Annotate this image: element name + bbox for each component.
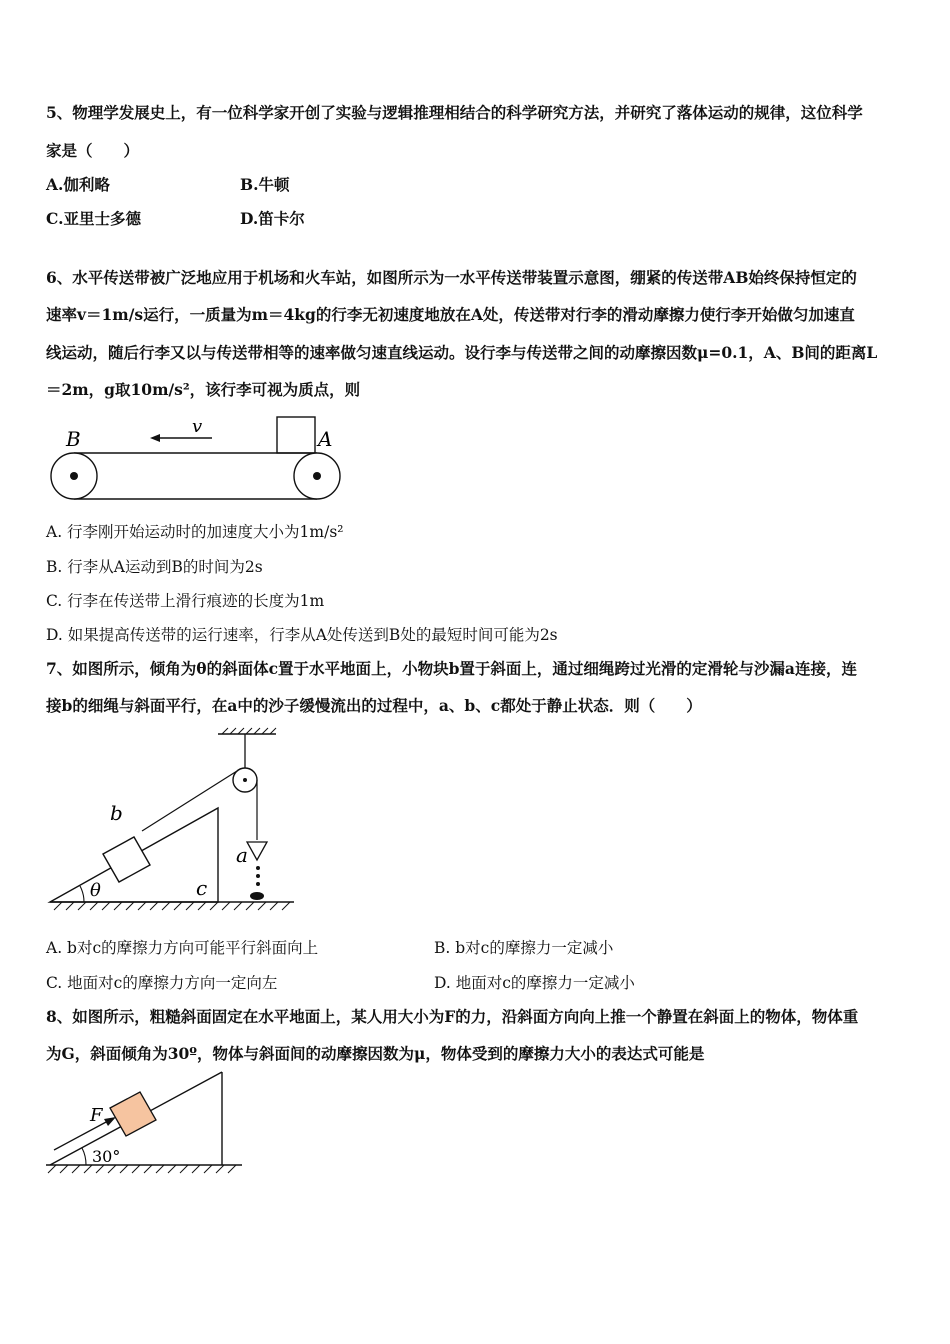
q6-option-d: D. 如果提高传送带的运行速率，行李从A处传送到B处的最短时间可能为2s <box>46 626 558 644</box>
q7-option-b: B. b对c的摩擦力一定减小 <box>434 939 614 957</box>
q6-line-3: 线运动，随后行李又以与传送带相等的速率做匀速直线运动。设行李与传送带之间的动摩擦因数μ=0.1，A、B间的距离L <box>46 343 878 362</box>
label-b: B <box>66 427 81 451</box>
label-angle: 30° <box>92 1147 121 1166</box>
label-v: v <box>192 416 203 437</box>
label-a: a <box>236 843 248 867</box>
q5-option-d: D.笛卡尔 <box>240 209 305 228</box>
q5-option-b: B.牛顿 <box>240 175 290 194</box>
label-f: F <box>90 1105 103 1126</box>
q7-line-1: 7、如图所示，倾角为θ的斜面体c置于水平地面上，小物块b置于斜面上，通过细绳跨过光滑的定滑轮与沙漏a连接，连 <box>46 659 857 678</box>
label-b: b <box>110 801 123 825</box>
label-c: c <box>196 876 208 900</box>
q8-line-2: 为G，斜面倾角为30º，物体与斜面间的动摩擦因数为μ，物体受到的摩擦力大小的表达式可能是 <box>46 1044 705 1063</box>
q7-option-d: D. 地面对c的摩擦力一定减小 <box>434 974 635 992</box>
q6-line-4: ＝2m，g取10m/s²，该行李可视为质点，则 <box>46 380 361 399</box>
q6-option-b: B. 行李从A运动到B的时间为2s <box>46 558 263 576</box>
q5-line-1: 5、物理学发展史上，有一位科学家开创了实验与逻辑推理相结合的科学研究方法，并研究了落体运动的规律，这位科学 <box>46 103 863 122</box>
luggage-block <box>277 417 315 453</box>
incline-pulley-figure <box>46 728 306 918</box>
sand-timer-a <box>247 842 267 860</box>
q5-line-2: 家是（ ） <box>46 141 140 160</box>
q5-option-a: A.伽利略 <box>46 175 110 194</box>
incline-force-figure <box>46 1068 246 1183</box>
q6-option-a: A. 行李刚开始运动时的加速度大小为1m/s² <box>46 523 344 541</box>
q8-line-1: 8、如图所示，粗糙斜面固定在水平地面上，某人用大小为F的力，沿斜面方向向上推一个静置在斜面上的物体，物体重 <box>46 1007 859 1026</box>
q7-option-c: C. 地面对c的摩擦力方向一定向左 <box>46 974 278 992</box>
q7-line-2: 接b的细绳与斜面平行，在a中的沙子缓慢流出的过程中，a、b、c都处于静止状态．则（ ） <box>46 696 702 715</box>
label-a: A <box>318 427 333 451</box>
conveyor-belt-figure <box>46 412 346 507</box>
q5-option-c: C.亚里士多德 <box>46 209 141 228</box>
q7-option-a: A. b对c的摩擦力方向可能平行斜面向上 <box>46 939 319 957</box>
label-theta: θ <box>90 880 101 901</box>
q6-option-c: C. 行李在传送带上滑行痕迹的长度为1m <box>46 592 325 610</box>
q6-line-2: 速率v＝1m/s运行，一质量为m＝4kg的行李无初速度地放在A处，传送带对行李的滑动摩擦力使行李开始做匀加速直 <box>46 305 855 324</box>
q6-line-1: 6、水平传送带被广泛地应用于机场和火车站，如图所示为一水平传送带装置示意图，绷紧的传送带AB始终保持恒定的 <box>46 268 857 287</box>
